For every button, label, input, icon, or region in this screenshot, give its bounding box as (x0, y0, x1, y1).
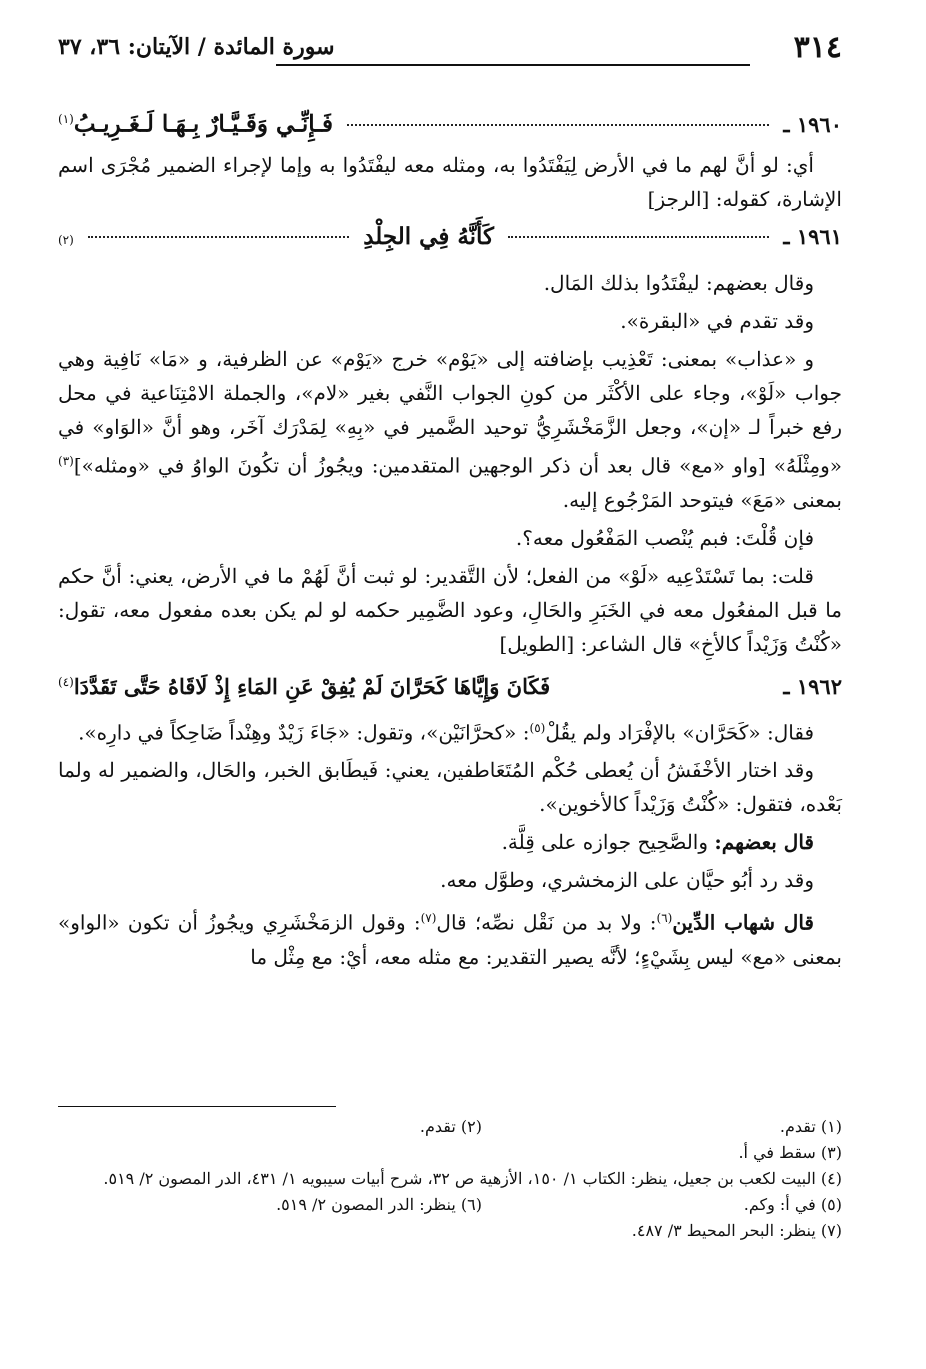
footnote-ref: (١) (58, 112, 74, 126)
footnote: (٧) ينظر: البحر المحيط ٣/ ٤٨٧. (631, 1221, 842, 1240)
main-text (58, 102, 842, 978)
paragraph: وقد رد أبُو حيَّان على الزمخشري، وطوَّل معه. (440, 868, 814, 893)
verse-number: ١٩٦٢ ـ (783, 673, 842, 699)
footnote-ref: (٢) (57, 233, 74, 247)
footnote: (٥) في أ: وكم. (743, 1195, 842, 1214)
speaker-label: قال بعضهم: (714, 830, 814, 855)
footnote-row (58, 1114, 842, 1140)
verse-number: ١٩٦٠ ـ (783, 111, 842, 137)
verse-number: ١٩٦١ ـ (783, 224, 842, 249)
verse-1961 (58, 220, 842, 266)
page-number: ٣١٤ (793, 30, 842, 65)
paragraph: فإن قُلْتَ: فبم يُنْصب المَفْعُول معه؟. (515, 525, 814, 550)
paragraph: قلت: بما تَسْتَدْعِيه «لَوْ» من الفعل؛ لأن التَّقدير: لو ثبت أنَّ لَهُمْ ما في الأرض، يعني: أنَّ حكم ما قبل المفعُول معه في الخَبَرِ والحَالِ، وعود الضَّمِير حكمه لو لم يكن بعده مفعول معه، تقول: «كُنْتُ وَزَيْداً كالأخِ» قال الشاعر: [الطويل] (58, 563, 842, 656)
footnote-ref: (٥) (529, 720, 546, 735)
footnote: (٢) تقدم. (419, 1117, 482, 1136)
paragraph: وقد تقدم في «البقرة». (620, 309, 814, 333)
footnote-ref: (٦) (656, 911, 673, 926)
paragraph: وقال بعضهم: ليفْتَدُوا بذلك المَال. (543, 271, 814, 295)
verse-text: فَـإِنِّـي وَقَـيَّـارٌ بِـهَـا لَـغَـرِيـبُ (73, 110, 334, 138)
paragraph: قال شهاب الدِّين$^{(٦)}$: ولا بد من نَقْل نصِّه؛ قال$^{(٧)}$: وقول الزمَخْشَرِي ويجُوزُ أن تكون «الواو» بمعنى «مع» ليس بِشَيْءٍ؛ لأنَّه يصير التقدير: مع مثله معه، أيْ: مع مِثْل ما (58, 910, 842, 969)
dotted-leader (88, 236, 349, 238)
dotted-leader (508, 236, 769, 238)
verse-text: كَأَنَّهُ فِي الجِلْدِ (363, 223, 495, 250)
speaker-label: قال شهاب الدِّين (672, 910, 814, 935)
footnote-ref: (٧) (420, 911, 437, 926)
verse-text: فَكَانَ وَإِيَّاهَا كَحَرَّانَ لَمْ يُفِقْ عَنِ المَاءِ إِذْ لَاقَاهُ حَتَّى تَقَدَّدَا (73, 673, 551, 699)
paragraph: قال بعضهم: والصَّحِيح جوازه على قِلَّة. (501, 830, 814, 855)
paragraph: و «عذاب» بمعنى: تَعْذِيب بإضافته إلى «يَوْم» خرج «يَوْم» عن الظرفية، و «مَا» نَافِية وهي جواب «لَوْ»، وجاء على الأكْثَر من كونِ الجواب النَّفي بغير «لام»، والجملة الامْتِنَاعية في محل رفع خبراً لـ «إن»، وجعل الزَّمَخْشَرِيُّ توحيد الضَّمير في «بِهِ» لِمَدْرَك آخَر، وهو أنَّ «الوَاو» في «ومِثْلَهُ» [واو «مع» قال بعد أن ذكر الوجهين المتقدمين: ويجُوزُ أن تكُونَ الواوُ في «ومثله»]$^{(٣)}$ بمعنى «مَعَ» فيتوحد المَرْجُوع إليه. (58, 347, 842, 512)
footnote: (٣) سقط في أ. (738, 1143, 842, 1162)
header-rule (276, 64, 750, 66)
footnote: (٦) ينظر: الدر المصون ٢/ ٥١٩. (276, 1195, 482, 1214)
footnote-ref: (٣) (58, 454, 74, 468)
footnote: (٤) البيت لكعب بن جعيل، ينظر: الكتاب ١/ ١٥٠، الأزهية ص ٣٢، شرح أبيات سيبويه ١/ ٤٣١، الدر المصون ٢/ ٥١٩. (103, 1169, 842, 1188)
header-title: سورة المائدة / الآيتان: ٣٦، ٣٧ (58, 34, 335, 60)
footnote-ref: (٤) (58, 674, 74, 689)
footnotes (58, 1114, 842, 1244)
verse-1960 (58, 102, 842, 148)
footnote-rule (58, 1106, 336, 1107)
paragraph: فقال: «كَحَرَّان» بالإفْرَاد ولم يقُلْ$^{(٥)}$: «كحرَّانَيْن»، وتقول: «جَاءَ زَيْدٌ وهِنْداً ضَاحِكاً في دارِه». (78, 720, 814, 745)
paragraph: وقد اختار الأخْفَشُ أن يُعطى حُكْم المُتَعَاطفين، يعني: فَيطَابق الخبر، والحَال، والضمير له ولما بَعْده، فتقول: «كُنْتُ وَزَيْداً كالأخوين». (58, 758, 842, 817)
verse-1962 (58, 665, 842, 711)
page-header (58, 30, 842, 74)
dotted-leader (347, 124, 769, 126)
footnote-row (58, 1192, 842, 1218)
footnote: (١) تقدم. (779, 1117, 842, 1136)
paragraph: أي: لو أنَّ لهم ما في الأرض لِيَفْتَدُوا به، ومثله معه ليفْتَدُوا به وإما لإجراء الضمير مُجْرَى اسم الإشارة، كقوله: [الرجز] (58, 153, 842, 211)
